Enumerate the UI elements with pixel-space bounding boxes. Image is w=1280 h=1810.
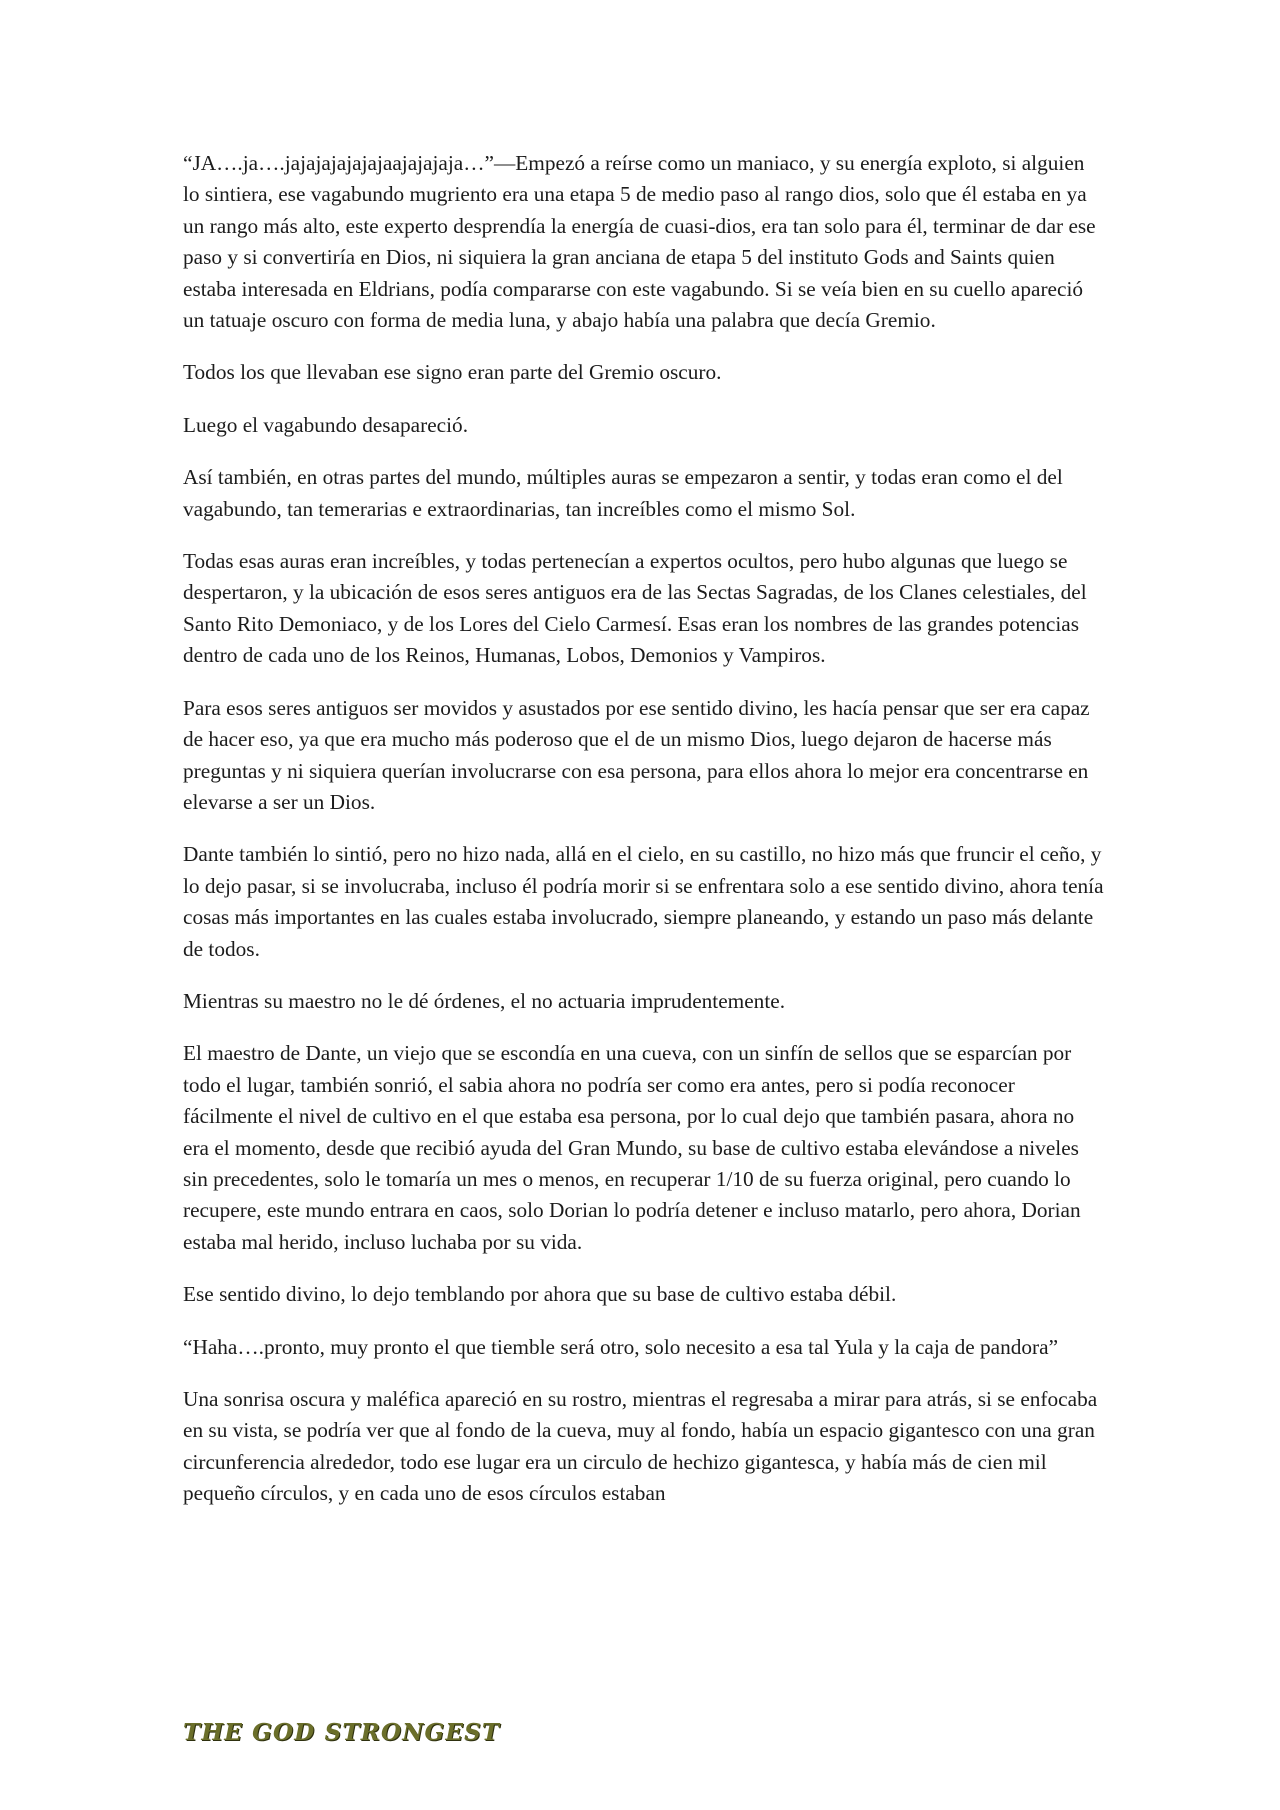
paragraph-4: Así también, en otras partes del mundo, múltiples auras se empezaron a sentir, y todas eran como el del vagabundo, tan temerarias e extraordinarias, tan increíbles como el mismo Sol.: [183, 465, 1063, 521]
paragraph-8: Mientras su maestro no le dé órdenes, el no actuaria imprudentemente.: [183, 988, 786, 1013]
paragraph-3: Luego el vagabundo desapareció.: [183, 412, 469, 437]
paragraph-7: Dante también lo sintió, pero no hizo nada, allá en el cielo, en su castillo, no hizo más que fruncir el ceño, y lo dejo pasar, si se involucraba, incluso él podría morir si se enfrentara solo a ese sentido divino, ahora tenía cosas más importantes en las cuales estaba involucrado, siempre planeando, y estando un paso más delante de todos.: [183, 842, 1104, 961]
document-body: [183, 148, 1105, 1531]
paragraph-5: Todas esas auras eran increíbles, y todas pertenecían a expertos ocultos, pero hubo algunas que luego se despertaron, y la ubicación de esos seres antiguos era de las Sectas Sagradas, de los Clanes celestiales, del Santo Rito Demoniaco, y de los Lores del Cielo Carmesí. Esas eran los nombres de las grandes potencias dentro de cada uno de los Reinos, Humanas, Lobos, Demonios y Vampiros.: [183, 549, 1087, 668]
footer-brand-title: THE GOD STRONGEST: [183, 1719, 501, 1746]
paragraph-12: Una sonrisa oscura y maléfica apareció en su rostro, mientras el regresaba a mirar para atrás, si se enfocaba en su vista, se podría ver que al fondo de la cueva, muy al fondo, había un espacio gigantesco con una gran circunferencia alrededor, todo ese lugar era un circulo de hechizo gigantesca, y había más de cien mil pequeño círculos, y en cada uno de esos círculos estaban: [183, 1387, 1098, 1506]
paragraph-9: El maestro de Dante, un viejo que se escondía en una cueva, con un sinfín de sellos que se esparcían por todo el lugar, también sonrió, el sabia ahora no podría ser como era antes, pero si podía reconocer fácilmente el nivel de cultivo en el que estaba esa persona, por lo cual dejo que también pasara, ahora no era el momento, desde que recibió ayuda del Gran Mundo, su base de cultivo estaba elevándose a niveles sin precedentes, solo le tomaría un mes o menos, en recuperar 1/10 de su fuerza original, pero cuando lo recupere, este mundo entrara en caos, solo Dorian lo podría detener e incluso matarlo, pero ahora, Dorian estaba mal herido, incluso luchaba por su vida.: [183, 1041, 1081, 1254]
paragraph-2: Todos los que llevaban ese signo eran parte del Gremio oscuro.: [183, 360, 722, 385]
paragraph-10: Ese sentido divino, lo dejo temblando por ahora que su base de cultivo estaba débil.: [183, 1282, 897, 1307]
paragraph-6: Para esos seres antiguos ser movidos y asustados por ese sentido divino, les hacía pensar que ser era capaz de hacer eso, ya que era mucho más poderoso que el de un mismo Dios, luego dejaron de hacerse más preguntas y ni siquiera querían involucrarse con esa persona, para ellos ahora lo mejor era concentrarse en elevarse a ser un Dios.: [183, 695, 1090, 814]
paragraph-11: “Haha….pronto, muy pronto el que tiemble será otro, solo necesito a esa tal Yula y la caja de pandora”: [183, 1334, 1059, 1359]
paragraph-1: “JA….ja….jajajajajajajaajajajaja…”—Empezó a reírse como un maniaco, y su energía exploto, si alguien lo sintiera, ese vagabundo mugriento era una etapa 5 de medio paso al rango dios, solo que él estaba en ya un rango más alto, este experto desprendía la energía de cuasi-dios, era tan solo para él, terminar de dar ese paso y si convertiría en Dios, ni siquiera la gran anciana de etapa 5 del instituto Gods and Saints quien estaba interesada en Eldrians, podía compararse con este vagabundo. Si se veía bien en su cuello apareció un tatuaje oscuro con forma de media luna, y abajo había una palabra que decía Gremio.: [183, 151, 1096, 333]
